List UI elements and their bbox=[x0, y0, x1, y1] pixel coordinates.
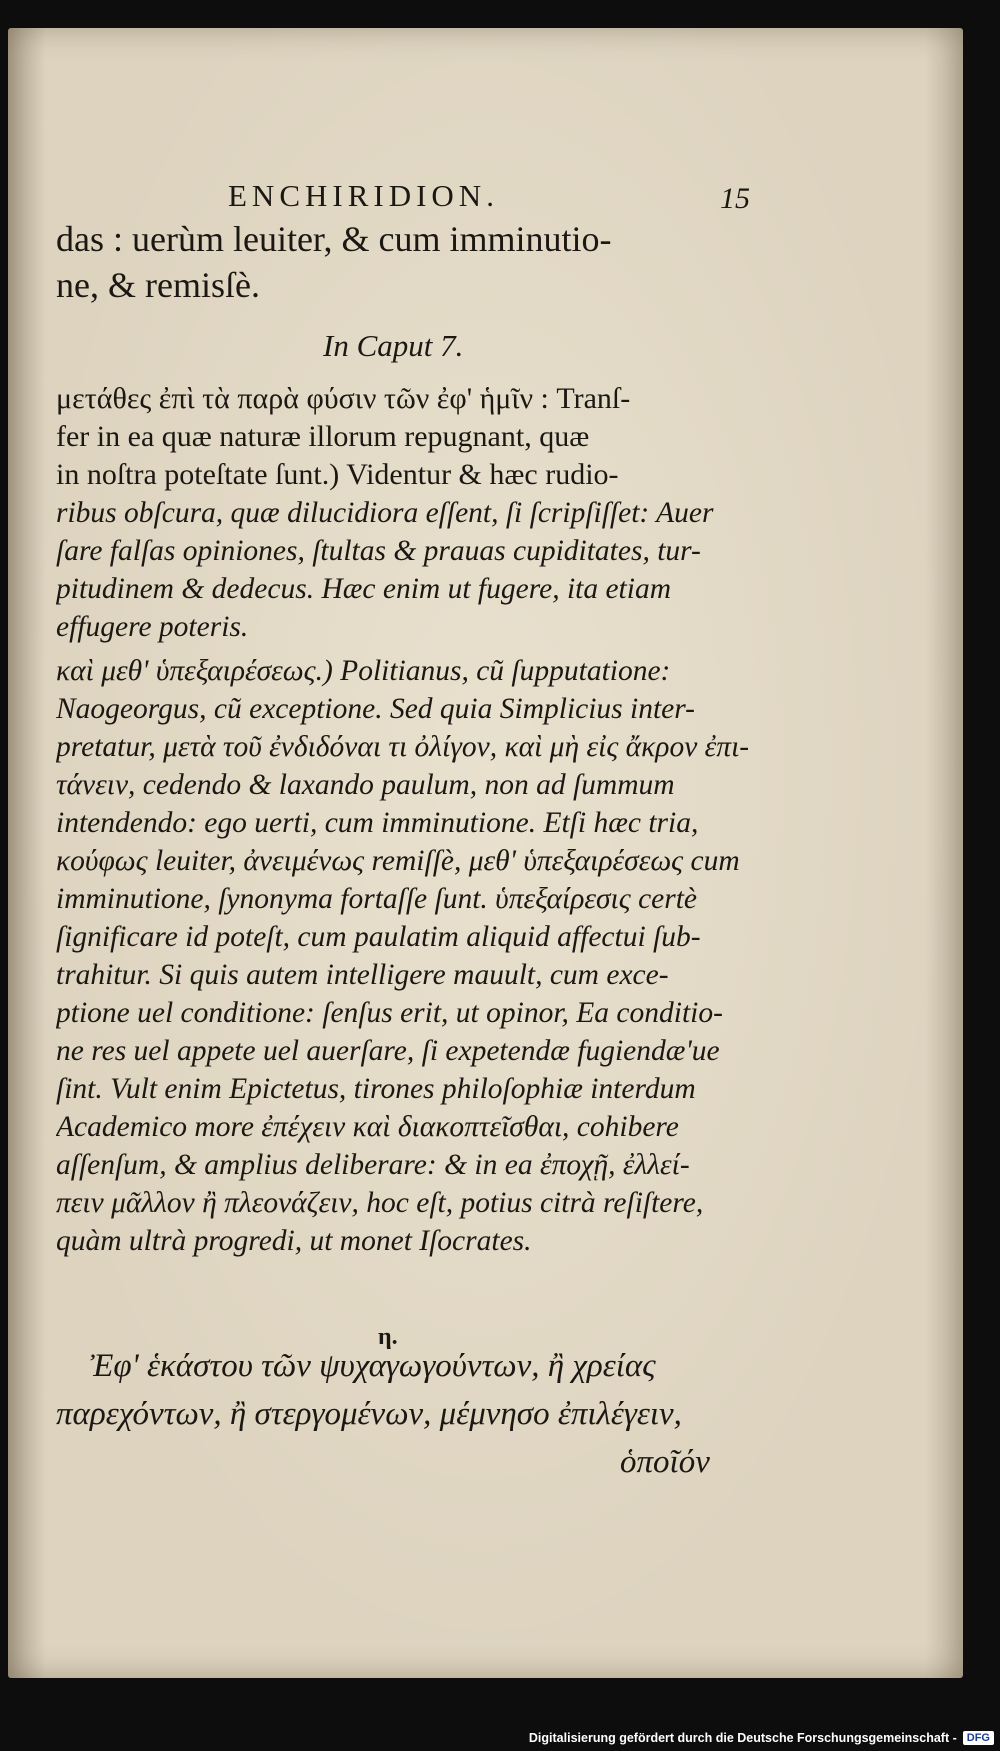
greek-line: ὁποῖόν bbox=[620, 1444, 710, 1480]
text-line: pitudinem & dedecus. Hæc enim ut fugere, ita etiam bbox=[56, 573, 672, 605]
text-line: ſint. Vult enim Epictetus, tirones philoſophiæ interdum bbox=[56, 1073, 696, 1105]
footer-text: Digitalisierung gefördert durch die Deutsche Forschungsgemeinschaft - bbox=[528, 1731, 957, 1745]
text-line: ſare falſas opiniones, ſtultas & prauas cupiditates, tur- bbox=[56, 535, 701, 567]
text-line: quàm ultrà progredi, ut monet Iſocrates. bbox=[56, 1225, 532, 1257]
text-line: in noſtra poteſtate ſunt.) Videntur & hæc rudio- bbox=[56, 458, 619, 491]
text-line: trahitur. Si quis autem intelligere mauult, cum exce- bbox=[56, 959, 669, 991]
text-line: καὶ μεθ' ὑπεξαιρέσεως.) Politianus, cũ ſupputatione: bbox=[56, 655, 671, 687]
chapter-heading: In Caput 7. bbox=[323, 328, 464, 363]
book-page bbox=[8, 28, 963, 1678]
running-head: ENCHIRIDION. bbox=[228, 178, 499, 213]
page-number: 15 bbox=[720, 182, 750, 215]
text-line: effugere poteris. bbox=[56, 611, 249, 643]
greek-line: Ἐφ' ἑκάστου τῶν ψυχαγωγούντων, ἢ χρείας bbox=[90, 1348, 656, 1384]
digitization-footer bbox=[529, 1727, 994, 1749]
text-line: μετάθες ἐπὶ τὰ παρὰ φύσιν τῶν ἐφ' ἡμῖν : Tranſ- bbox=[56, 382, 631, 415]
text-line: intendendo: ego uerti, cum imminutione. Etſi hæc tria, bbox=[56, 807, 699, 839]
text-line: Academico more ἐπέχειν καὶ διακοπτεῖσθαι, cohibere bbox=[56, 1111, 679, 1143]
text-line: fer in ea quæ naturæ illorum repugnant, quæ bbox=[56, 420, 590, 453]
text-line: pretatur, μετὰ τοῦ ἐνδιδόναι τι ὀλίγον, καὶ μὴ εἰς ἄκρον ἐπι- bbox=[56, 731, 750, 763]
text-line: τάνειν, cedendo & laxando paulum, non ad ſummum bbox=[56, 769, 675, 801]
text-line: ribus obſcura, quæ dilucidiora eſſent, ſi ſcripſiſſet: Auer bbox=[56, 497, 714, 529]
text-line: ſignificare id poteſt, cum paulatim aliquid affectui ſub- bbox=[56, 921, 701, 953]
text-line: κούφως leuiter, ἀνειμένως remiſſè, μεθ' ὑπεξαιρέσεως cum bbox=[56, 845, 740, 877]
text-line: das : uerùm leuiter, & cum imminutio- bbox=[56, 220, 612, 258]
dfg-logo: DFG bbox=[963, 1731, 994, 1745]
section-number: η. bbox=[378, 1324, 398, 1350]
text-line: ptione uel conditione: ſenſus erit, ut opinor, Ea conditio- bbox=[56, 997, 723, 1029]
page-text bbox=[8, 28, 963, 1678]
greek-line: παρεχόντων, ἢ στεργομένων, μέμνησο ἐπιλέγειν, bbox=[56, 1396, 682, 1432]
text-line: imminutione, ſynonyma fortaſſe ſunt. ὑπεξαίρεσις certè bbox=[56, 883, 698, 915]
text-line: aſſenſum, & amplius deliberare: & in ea ἐποχῇ, ἐλλεί- bbox=[56, 1149, 690, 1181]
text-line: Naogeorgus, cũ exceptione. Sed quia Simplicius inter- bbox=[56, 693, 695, 725]
text-line: πειν μᾶλλον ἢ πλεονάζειν, hoc eſt, potius citrà reſiſtere, bbox=[56, 1187, 704, 1219]
text-line: ne, & remisſè. bbox=[56, 266, 260, 304]
text-line: ne res uel appete uel auerſare, ſi expetendæ fugiendæ'ue bbox=[56, 1035, 720, 1067]
